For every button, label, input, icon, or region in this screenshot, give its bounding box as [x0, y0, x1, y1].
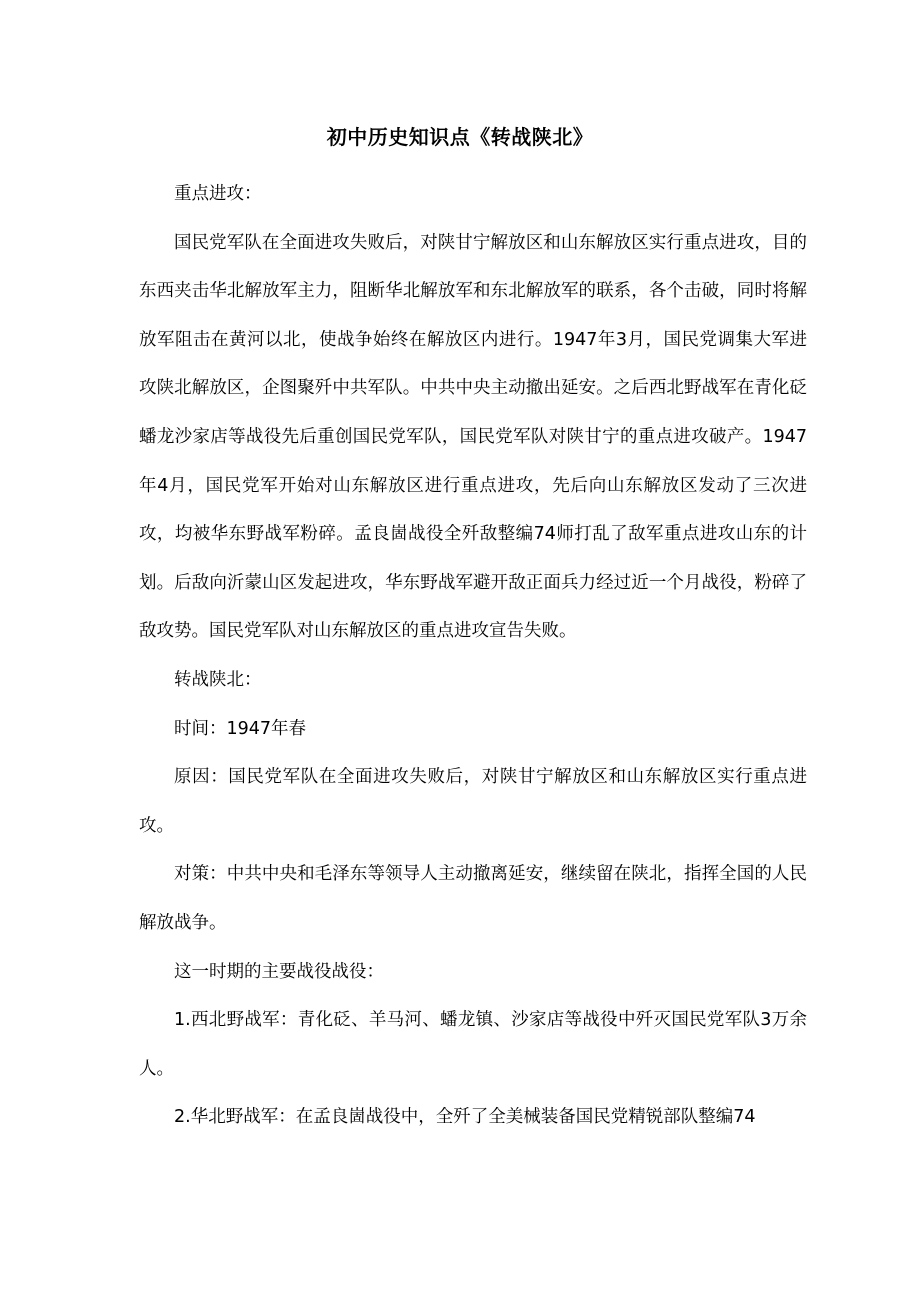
heading-main-battles: 这一时期的主要战役战役：	[174, 961, 384, 982]
paragraph-key-offensive: 国民党军队在全面进攻失败后，对陕甘宁解放区和山东解放区实行重点进攻，目的东西夹击华北解放军主力，阻断华北解放军和东北解放军的联系，各个击破，同时将解放军阻击在黄河以北，使战争始终在解放区内进行。1947年3月，国民党调集大军进攻陕北解放区，企图聚歼中共军队。中共中央主动撤出延安。之后西北野战军在青化砭蟠龙沙家店等战役先后重创国民党军队，国民党军队对陕甘宁的重点进攻破产。1947年4月，国民党军开始对山东解放区进行重点进攻，先后向山东解放区发动了三次进攻，均被华东野战军粉碎。孟良崮战役全歼敌整编74师打乱了敌军重点进攻山东的计划。后敌向沂蒙山区发起进攻，华东野战军避开敌正面兵力经过近一个月战役，粉碎了敌攻势。国民党军队对山东解放区的重点进攻宣告失败。	[139, 232, 807, 642]
paragraph-cause: 原因：国民党军队在全面进攻失败后，对陕甘宁解放区和山东解放区实行重点进攻。	[139, 767, 807, 836]
list-item-northwest-army: 1.西北野战军：青化砭、羊马河、蟠龙镇、沙家店等战役中歼灭国民党军队3万余人。	[139, 1010, 807, 1079]
heading-key-offensive: 重点进攻：	[174, 184, 262, 204]
document-body	[139, 170, 807, 1142]
document-title: 初中历史知识点《转战陕北》	[326, 125, 594, 149]
heading-northern-shaanxi: 转战陕北：	[174, 669, 262, 690]
paragraph-time: 时间：1947年春	[174, 718, 307, 739]
list-item-north-china-army: 2.华北野战军：在孟良崮战役中，全歼了全美械装备国民党精锐部队整编74	[174, 1107, 756, 1128]
paragraph-strategy: 对策：中共中央和毛泽东等领导人主动撤离延安，继续留在陕北，指挥全国的人民解放战争。	[139, 864, 807, 933]
